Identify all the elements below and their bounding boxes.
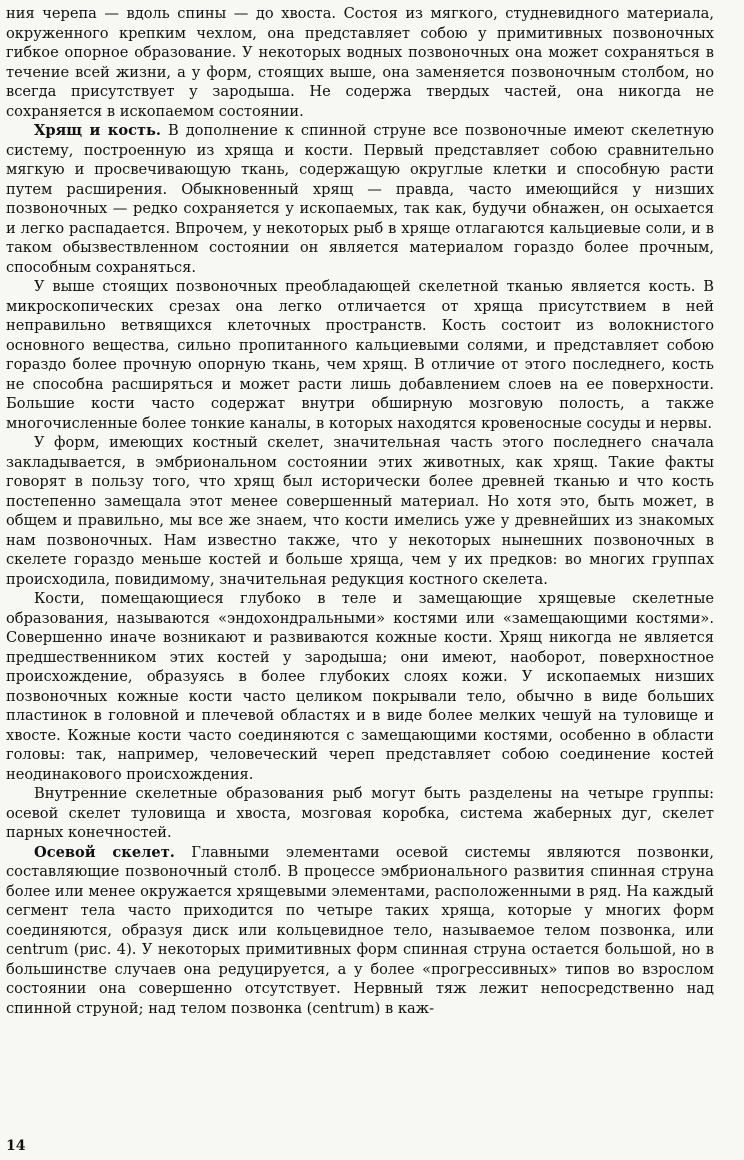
paragraph-text: ния черепа — вдоль спины — до хвоста. Состоя из мягкого, студневидного материала, окруженного крепким чехлом, она представляет собою у примитивных позвоночных гибкое опорное образование. У некоторых водных позвоночных она может сохраняться в течение всей жизни, а у форм, стоящих выше, она заменяется позвоночным столбом, но всегда присутствует у зародыша. Не содержа твердых частей, она никогда не сохраняется в ископаемом состоянии. [6,5,714,120]
paragraph-text: Кости, помещающиеся глубоко в теле и замещающие хрящевые скелетные образования, называются «эндохондральными» костями или «замещающими костями». Совершенно иначе возникают и развиваются кожные кости. Хрящ никогда не является предшественником этих костей у зародыша; они имеют, наоборот, поверхностное происхождение, образуясь в более глубоких слоях кожи. У ископаемых низших позвоночных кожные кости часто целиком покрывали тело, обычно в виде больших пластинок в головной и плечевой областях и в виде более мелких чешуй на туловище и хвосте. Кожные кости часто соединяются с замещающими костями, особенно в области головы: так, например, человеческий череп представляет собою соединение костей неодинакового происхождения. [6,590,714,783]
paragraph-text: Главными элементами осевой системы являются позвонки, составляющие позвоночный столб. В процессе эмбрионального развития спинная струна более или менее окружается хрящевыми элементами, расположенными в ряд. На каждый сегмент тела часто приходится по четыре таких хряща, которые у многих форм соединяются, образуя диск или кольцевидное тело, называемое телом позвонка, или centrum (рис. 4). У некоторых примитивных форм спинная струна остается большой, но в большинстве случаев она редуцируется, а у более «прогрессивных» типов во взрослом состоянии она совершенно отсутствует. Нервный тяж лежит непосредственно над спинной струной; над телом позвонка (centrum) в каж- [6,843,714,1017]
paragraph-bone-tissue [6,277,714,433]
paragraph-axial-skeleton [6,843,714,1019]
paragraph-continuation [6,4,714,121]
section-heading-cartilage-bone: Хрящ и кость. [34,122,161,139]
paragraph-text: У форм, имеющих костный скелет, значительная часть этого последнего сначала закладывается, в эмбриональном состоянии этих животных, как хрящ. Такие факты говорят в пользу того, что хрящ был исторически более древней тканью и что кость постепенно замещала этот менее совершенный материал. Но хотя это, быть может, в общем и правильно, мы все же знаем, что кости имелись уже у древнейших из знакомых нам позвоночных. Нам известно также, что у некоторых нынешних позвоночных в скелете гораздо меньше костей и больше хряща, чем у их предков: во многих группах происходила, повидимому, значительная редукция костного скелета. [6,434,714,588]
paragraph-text: В дополнение к спинной струне все позвоночные имеют скелетную систему, построенную из хряща и кости. Первый представляет собою сравнительно мягкую и просвечивающую ткань, содержащую округлые клетки и способную расти путем расширения. Обыкновенный хрящ — правда, часто имеющийся у низших позвоночных — редко сохраняется у ископаемых, так как, будучи обнажен, он осыхается и легко распадается. Впрочем, у некоторых рыб в хряще отлагаются кальциевые соли, и в таком обызвествленном состоянии он является материалом гораздо более прочным, способным сохраняться. [6,122,714,276]
page-number: 14 [6,1138,26,1154]
paragraph-text: Внутренние скелетные образования рыб могут быть разделены на четыре группы: осевой скелет туловища и хвоста, мозговая коробка, система жаберных дуг, скелет парных конечностей. [6,785,714,841]
section-heading-axial-skeleton: Осевой скелет. [34,843,175,861]
paragraph-cartilage-bone [6,121,714,277]
paragraph-text: У выше стоящих позвоночных преобладающей скелетной тканью является кость. В микроскопических срезах она легко отличается от хряща присутствием в ней неправильно ветвящихся клеточных пространств. Кость состоит из волокнистого основного вещества, сильно пропитанного кальциевыми солями, и представляет собою гораздо более прочную опорную ткань, чем хрящ. В отличие от этого последнего, кость не способна расширяться и может расти лишь добавлением слоев на ее поверхности. Большие кости часто содержат внутри обширную мозговую полость, а также многочисленные более тонкие каналы, в которых находятся кровеносные сосуды и нервы. [6,278,714,432]
paragraph-dermal-bones [6,589,714,784]
paragraph-skeletal-groups [6,784,714,843]
paragraph-bony-skeleton [6,433,714,589]
